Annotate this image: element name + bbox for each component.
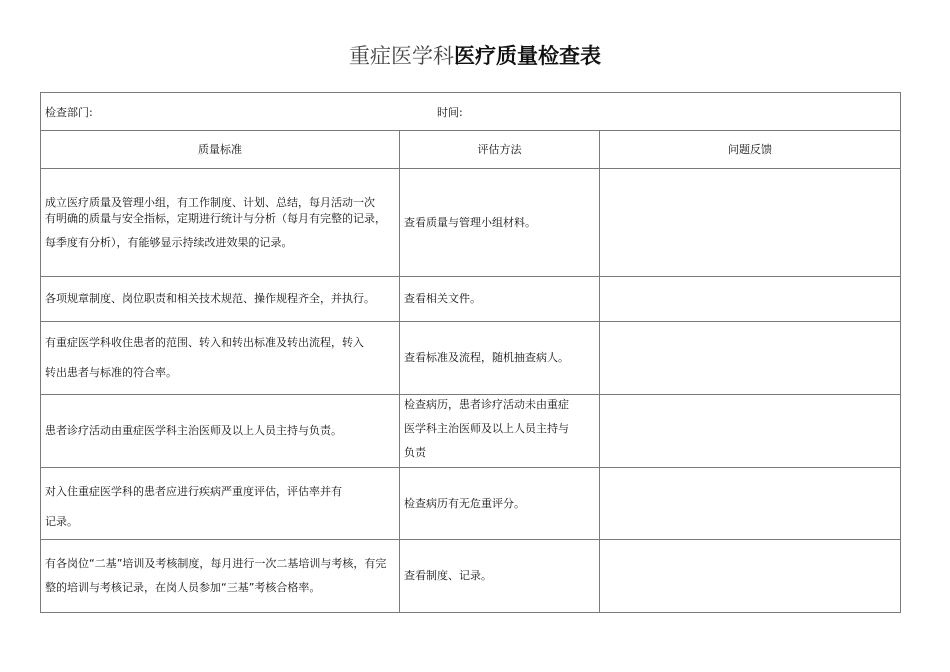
feedback-cell[interactable]: [600, 277, 901, 322]
title-lead: 重症医学科: [349, 44, 454, 68]
standard-cell: [41, 540, 400, 613]
time-label: 时间:: [437, 106, 463, 119]
method-line: 查看质量与管理小组材料。: [404, 215, 536, 229]
header-method: 评估方法: [400, 131, 600, 169]
feedback-cell[interactable]: [600, 322, 901, 395]
standard-line: 转出患者与标准的符合率。: [45, 366, 177, 379]
feedback-cell[interactable]: [600, 169, 901, 277]
method-line: 查看标准及流程，随机抽查病人。: [404, 351, 569, 364]
table-row: [41, 468, 901, 540]
table-row: [41, 395, 901, 468]
method-cell: [400, 322, 600, 395]
method-cell: [400, 277, 600, 322]
standard-line: 患者诊疗活动由重症医学科主治医师及以上人员主持与负责。: [45, 424, 342, 437]
dept-label: 检查部门:: [45, 106, 93, 119]
method-line: 负责: [404, 446, 426, 459]
method-line: 检查病历有无危重评分。: [404, 496, 525, 510]
standard-cell: [41, 322, 400, 395]
method-cell: [400, 395, 600, 468]
feedback-cell[interactable]: [600, 395, 901, 468]
header-feedback: 问题反馈: [600, 131, 901, 169]
inspection-table: [40, 92, 901, 613]
meta-row: [41, 93, 901, 131]
table-row: [41, 540, 901, 613]
feedback-cell[interactable]: [600, 540, 901, 613]
standard-cell: [41, 395, 400, 468]
table-row: [41, 322, 901, 395]
standard-line: 整的培训与考核记录，在岗人员参加“三基”考核合格率。: [45, 581, 321, 594]
standard-line: 有明确的质量与安全指标，定期进行统计与分析（每月有完整的记录，: [45, 211, 386, 225]
standard-line: 各项规章制度、岗位职责和相关技术规范、操作规程齐全，并执行。: [45, 292, 375, 305]
method-cell: [400, 540, 600, 613]
standard-line: 有各岗位“二基”培训及考核制度，每月进行一次二基培训与考核，有完: [45, 557, 387, 570]
table-row: [41, 277, 901, 322]
standard-line: 记录。: [45, 514, 78, 528]
standard-line: 对入住重症医学科的患者应进行疾病严重度评估，评估率并有: [45, 484, 342, 498]
header-row: [41, 131, 901, 169]
standard-line: 有重症医学科收住患者的范围、转入和转出标准及转出流程，转入: [45, 336, 364, 349]
standard-line: 每季度有分析），有能够显示持续改进效果的记录。: [45, 235, 293, 249]
method-line: 查看制度、记录。: [404, 569, 492, 582]
header-standard: 质量标准: [41, 131, 400, 169]
standard-cell: [41, 277, 400, 322]
table-row: [41, 169, 901, 277]
document-title: [0, 40, 950, 70]
method-cell: [400, 169, 600, 277]
method-line: 查看相关文件。: [404, 292, 481, 305]
standard-cell: [41, 169, 400, 277]
method-line: 检查病历，患者诊疗活动未由重症: [404, 398, 569, 411]
standard-line: 成立医疗质量及管理小组，有工作制度、计划、总结，每月活动一次: [45, 195, 375, 209]
method-clip: [404, 397, 595, 463]
method-line: 医学科主治医师及以上人员主持与: [404, 422, 569, 435]
standard-cell: [41, 468, 400, 540]
title-main: 医疗质量检查表: [454, 44, 601, 68]
feedback-cell[interactable]: [600, 468, 901, 540]
method-cell: [400, 468, 600, 540]
meta-cell: [41, 93, 901, 131]
